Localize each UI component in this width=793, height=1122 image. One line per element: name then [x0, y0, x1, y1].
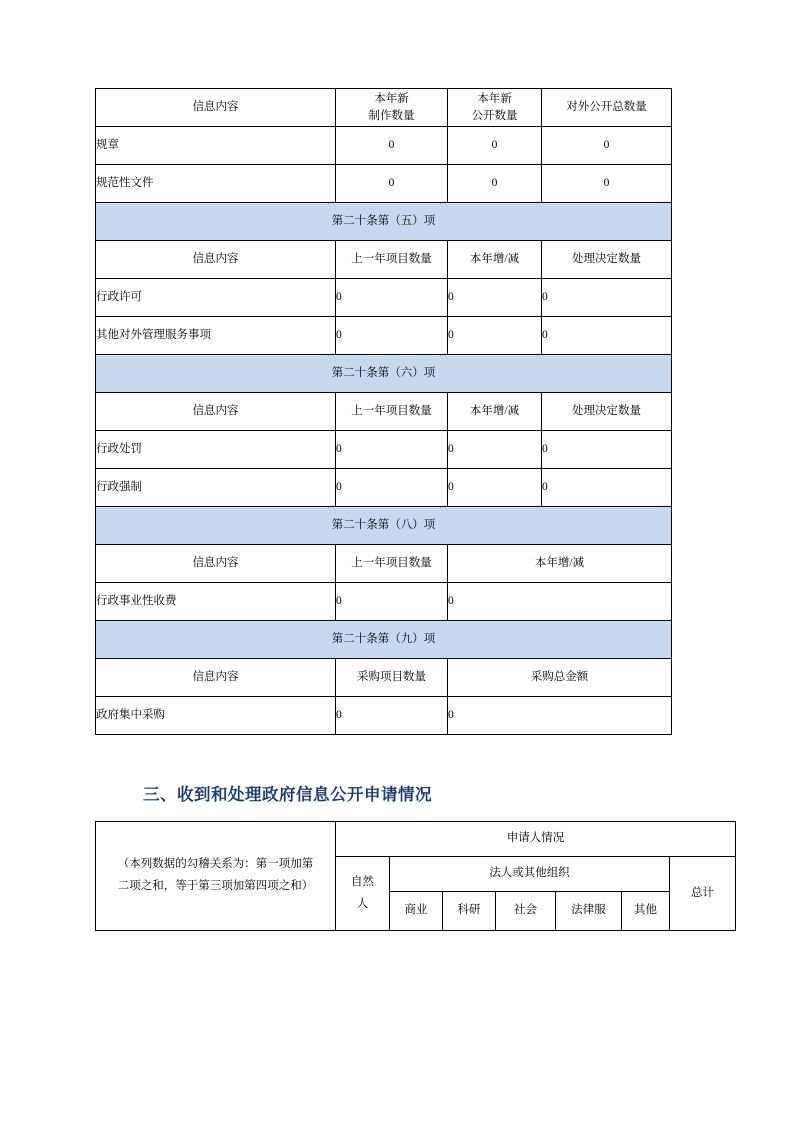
row-label: 其他对外管理服务事项	[96, 317, 336, 355]
header-cell-year-change: 本年增/减	[448, 393, 542, 431]
header-cell-info-content: 信息内容	[96, 241, 336, 279]
row-label: 行政许可	[96, 279, 336, 317]
table-row	[96, 317, 672, 355]
cell-value: 0	[542, 431, 672, 469]
row-label: 行政强制	[96, 469, 336, 507]
header-cell-info-content: 信息内容	[96, 393, 336, 431]
table-information-production	[95, 88, 672, 735]
section-band-item-five: 第二十条第（五）项	[96, 203, 672, 241]
table-applications	[95, 821, 736, 931]
header-cell-prev-year-count: 上一年项目数量	[336, 393, 448, 431]
natural-line-2: 人	[356, 897, 369, 910]
cell-value: 0	[336, 165, 448, 203]
header-natural-person	[336, 857, 390, 931]
header-cell-purchase-amount: 采购总金额	[448, 659, 672, 697]
cell-value: 0	[448, 697, 672, 735]
natural-line-1: 自然	[351, 875, 374, 888]
section-title-wrapper	[95, 781, 698, 805]
header-cell-year-change: 本年增/减	[448, 545, 672, 583]
header-cell-info-content: 信息内容	[96, 545, 336, 583]
header-applicant-situation: 申请人情况	[336, 822, 736, 857]
cell-value: 0	[448, 431, 542, 469]
page-section-title: 三、收到和处理政府信息公开申请情况	[143, 786, 432, 804]
section-band-item-eight: 第二十条第（八）项	[96, 507, 672, 545]
cell-value: 0	[542, 317, 672, 355]
table-row	[96, 241, 672, 279]
cell-value: 0	[448, 317, 542, 355]
table-row	[96, 127, 672, 165]
row-label: 规范性文件	[96, 165, 336, 203]
table-row	[96, 822, 736, 857]
cell-value: 0	[448, 583, 672, 621]
table-row	[96, 89, 672, 127]
row-label: 行政事业性收费	[96, 583, 336, 621]
cell-value: 0	[542, 279, 672, 317]
table-row	[96, 659, 672, 697]
table-row	[96, 279, 672, 317]
header-subcol-research: 科研	[443, 892, 496, 931]
table-row	[96, 355, 672, 393]
section-band-item-nine: 第二十条第（九）项	[96, 621, 672, 659]
cell-value: 0	[336, 469, 448, 507]
applications-description-cell	[96, 822, 336, 931]
table-row	[96, 507, 672, 545]
cell-value: 0	[448, 469, 542, 507]
desc-line-1: （本列数据的勾稽关系为：第一项加第	[117, 858, 314, 871]
cell-value: 0	[336, 127, 448, 165]
table-row	[96, 697, 672, 735]
desc-line-2: 二项之和，等于第三项加第四项之和）	[117, 880, 314, 892]
table-row	[96, 583, 672, 621]
header-total: 总计	[670, 857, 736, 931]
table-row	[96, 431, 672, 469]
cell-value: 0	[448, 279, 542, 317]
header-legal-or-other-org: 法人或其他组织	[390, 857, 670, 892]
header-line-2: 公开数量	[471, 109, 518, 122]
cell-value: 0	[336, 431, 448, 469]
table-row	[96, 621, 672, 659]
header-subcol-social: 社会	[496, 892, 556, 931]
header-cell-purchase-count: 采购项目数量	[336, 659, 448, 697]
section-band-item-six: 第二十条第（六）项	[96, 355, 672, 393]
row-label: 行政处罚	[96, 431, 336, 469]
header-subcol-other: 其他	[622, 892, 670, 931]
header-cell-info-content: 信息内容	[96, 89, 336, 127]
header-cell-year-change: 本年增/减	[448, 241, 542, 279]
table-row	[96, 469, 672, 507]
table-row	[96, 393, 672, 431]
cell-value: 0	[542, 165, 672, 203]
cell-value: 0	[448, 127, 542, 165]
table-row	[96, 545, 672, 583]
header-line-1: 本年新	[374, 92, 409, 105]
cell-value: 0	[542, 469, 672, 507]
header-cell-info-content: 信息内容	[96, 659, 336, 697]
header-subcol-legal-service: 法律服	[556, 892, 622, 931]
cell-value: 0	[542, 127, 672, 165]
cell-value: 0	[448, 165, 542, 203]
header-cell-new-disclosed	[448, 89, 542, 127]
cell-value: 0	[336, 279, 448, 317]
header-line-2: 制作数量	[368, 109, 415, 122]
cell-value: 0	[336, 697, 448, 735]
table-row	[96, 165, 672, 203]
header-cell-new-produced	[336, 89, 448, 127]
header-subcol-commercial: 商业	[390, 892, 443, 931]
header-line-1: 本年新	[477, 92, 512, 105]
table-row	[96, 203, 672, 241]
cell-value: 0	[336, 583, 448, 621]
header-cell-decisions: 处理决定数量	[542, 393, 672, 431]
header-cell-prev-year-count: 上一年项目数量	[336, 241, 448, 279]
row-label: 政府集中采购	[96, 697, 336, 735]
row-label: 规章	[96, 127, 336, 165]
header-cell-prev-year-count: 上一年项目数量	[336, 545, 448, 583]
header-cell-total-disclosed: 对外公开总数量	[542, 89, 672, 127]
cell-value: 0	[336, 317, 448, 355]
header-cell-decisions: 处理决定数量	[542, 241, 672, 279]
